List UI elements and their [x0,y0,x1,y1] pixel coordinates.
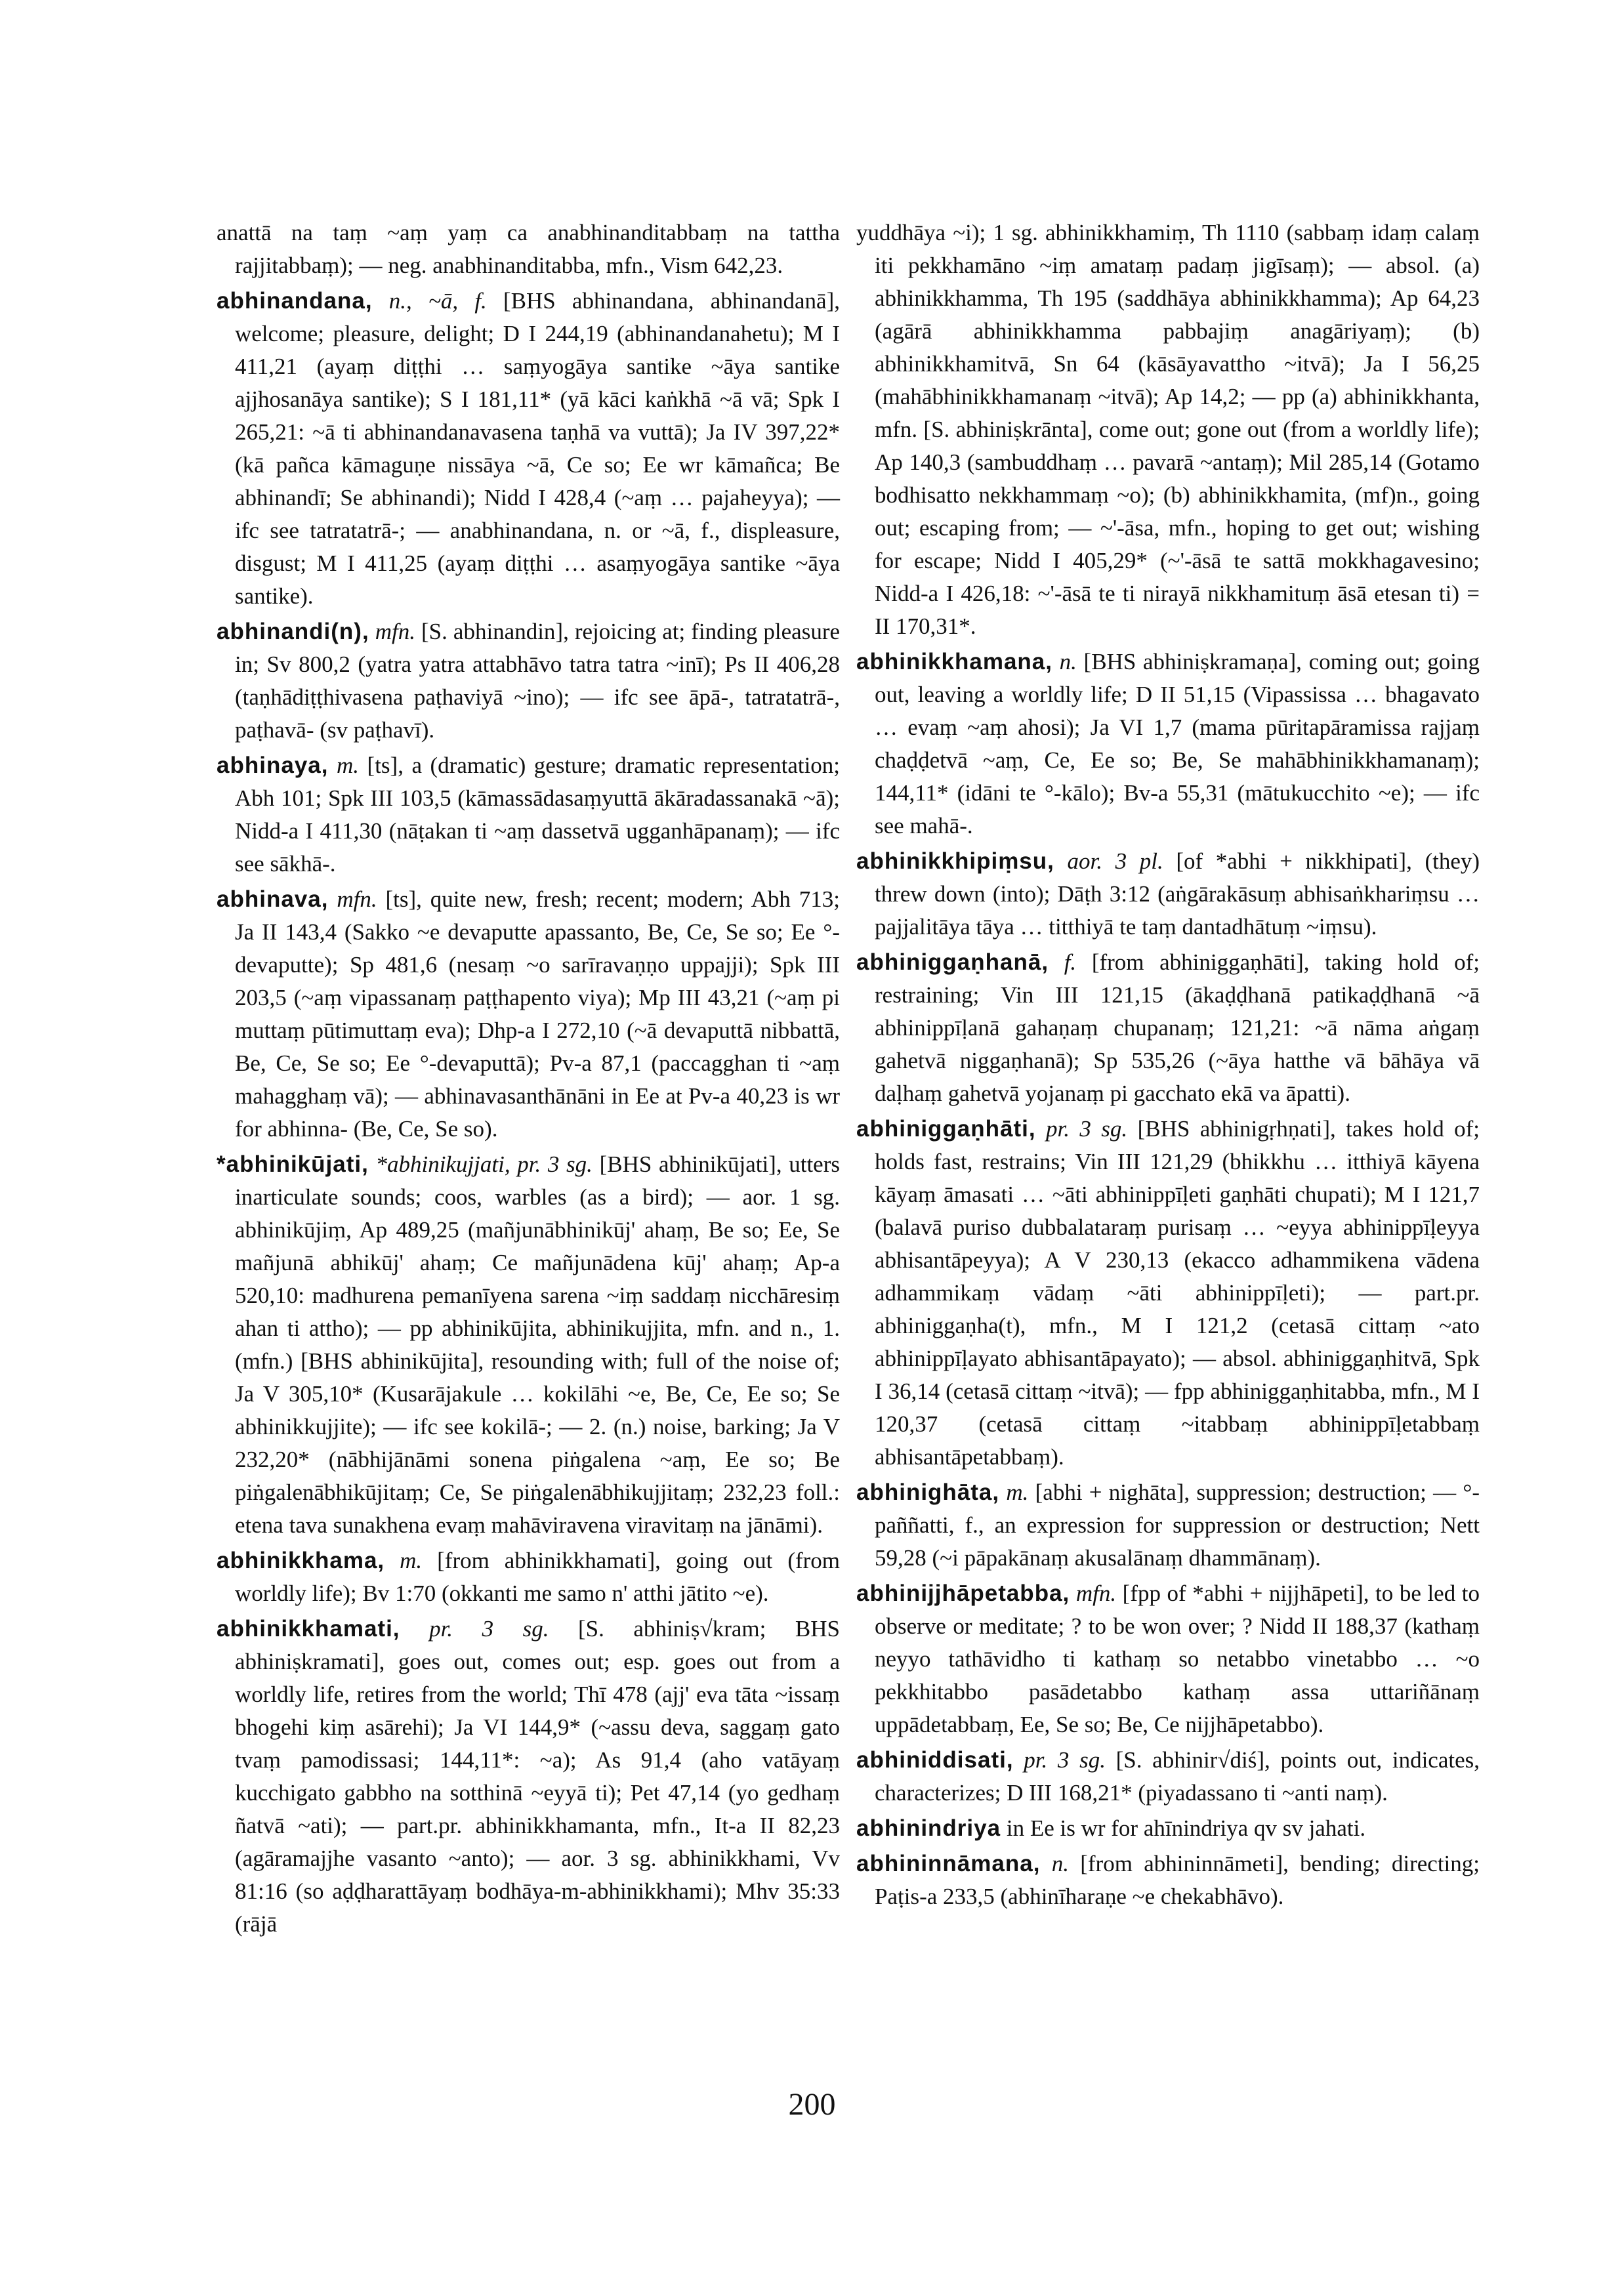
entry-body: [BHS abhiniṣkramaṇa], coming out; going out, leaving a worldly life; D II 51,15 (Vipassissa … bhagavato … evaṃ ~aṃ ahosi); Ja VI 1,7 (mama pūritapāramissa rajjaṃ chaḍḍetvā ~aṃ, Ce, Ee so; Be, Se mahābhinikkhamanaṃ); 144,11* (idāni te °-kālo); Bv-a 55,31 (mātukucchito ~e); — ifc see mahā-. [875,649,1480,838]
entry-headword: abhiniggaṇhāti, [856,1116,1036,1142]
entry-part-of-speech: pr. 3 sg. [1024,1747,1106,1773]
entry-part-of-speech: f. [1064,949,1077,975]
left-column [217,217,840,1943]
dictionary-entry [217,615,840,747]
entry-body: [fpp of *abhi + nijjhāpeti], to be led to observe or meditate; ? to be won over; ? Nidd II 188,37 (kathaṃ neyyo tathāvidho ti kathaṃ so netabbo vinetabbo … ~o pekkhitabbo pasādetabbo kathaṃ assa uttariñānaṃ uppādetabbaṃ, Ee, Se so; Be, Ce nijjhāpetabbo). [875,1581,1480,1737]
dictionary-entry [856,1848,1480,1913]
entry-body: [S. abhinir√diś], points out, indicates, characterizes; D III 168,21* (piyadassano ti ~anti naṃ). [875,1747,1480,1806]
entry-part-of-speech: mfn. [1075,1581,1117,1606]
entry-body: [BHS abhinikūjati], utters inarticulate sounds; coos, warbles (as a bird); — aor. 1 sg. abhinikūjiṃ, Ap 489,25 (mañjunābhinikūj' ahaṃ, Be so; Ee, Se mañjunā abhikūj' ahaṃ; Ce mañjunādena kūj' ahaṃ; Ap-a 520,10: madhurena pemanīyena sarena ~iṃ saddaṃ nicchāresiṃ ahan ti attho); — pp abhinikūjita, abhinikujjita, mfn. and n., 1. (mfn.) [BHS abhinikūjita], resounding with; full of the noise of; Ja V 305,10* (Kusarājakule … kokilāhi ~e, Be, Ce, Ee so; Se abhinikkujjite); — ifc see kokilā-; — 2. (n.) noise, barking; Ja V 232,20* (nābhijānāmi sonena piṅgalena ~aṃ, Ee so; Be piṅgalenābhikūjitaṃ; Ce, Se piṅgalenābhikujjitaṃ; 232,23 foll.: etena tava sunakhena evaṃ mahāviravena viravitaṃ na jānāmi). [235,1151,840,1538]
dictionary-entry [856,1113,1480,1474]
entry-part-of-speech: m. [1006,1479,1029,1505]
entry-body: [ts], quite new, fresh; recent; modern; Abh 713; Ja II 143,4 (Sakko ~e devaputte apassanto, Be, Ce, Se so; Ee °-devaputte); Sp 481,6 (nesaṃ ~o sarīravaṇṇo uppajji); Spk III 203,5 (~aṃ vipassanaṃ paṭṭhapento viya); Mp III 43,21 (~aṃ pi muttaṃ pūtimuttaṃ eva); Dhp-a I 272,10 (~ā devaputtā nibbattā, Be, Ce, Se so; Ee °-devaputtā); Pv-a 87,1 (paccagghan ti ~aṃ mahagghaṃ vā); — abhinavasanthānāni in Ee at Pv-a 40,23 is wr for abhinna- (Be, Ce, Se so). [235,886,840,1142]
entry-body: [S. abhiniṣ√kram; BHS abhiniṣkramati], goes out, comes out; esp. goes out from a worldly life, retires from the world; Thī 478 (ajj' eva tāta ~issaṃ bhogehi kiṃ asārehi); Ja VI 144,9* (~assu deva, saggaṃ gato tvaṃ pamodissasi; 144,11*: ~a); As 91,4 (aho vatāyaṃ kucchigato gabbho na sotthinā ~eyyā ti); Pet 47,14 (yo gedhaṃ ñatvā ~ati); — part.pr. abhinikkhamanta, mfn., It-a II 82,23 (agāramajjhe vasanto ~anto); — aor. 3 sg. abhinikkhami, Vv 81:16 (so aḍḍharattāyaṃ bodhāya-m-abhinikkhami); Mhv 35:33 (rājā [235,1616,840,1937]
entry-body: [from abhinikkhamati], going out (from worldly life); Bv 1:70 (okkanti me samo n' atthi jātito ~e). [235,1548,841,1606]
dictionary-entry [856,1812,1480,1845]
entry-headword: abhininnāmana, [856,1851,1041,1876]
dictionary-entry [856,646,1480,842]
entry-body: yuddhāya ~i); 1 sg. abhinikkhamiṃ, Th 1110 (sabbaṃ idaṃ calaṃ iti pekkhamāno ~iṃ amataṃ padaṃ jigīsaṃ); — absol. (a) abhinikkhamma, Th 195 (saddhāya abhinikkhamma); Ap 64,23 (agārā abhinikkhamma pabbajiṃ anagāriyaṃ); (b) abhinikkhamitvā, Sn 64 (kāsāyavattho ~itvā); Ja I 56,25 (mahābhinikkhamanaṃ ~itvā); Ap 14,2; — pp (a) abhinikkhanta, mfn. [S. abhiniṣkrānta], come out; gone out (from a worldly life); Ap 140,3 (sambuddhaṃ … pavarā ~antaṃ); Mil 285,14 (Gotamo bodhisatto nekkhammaṃ ~o); (b) abhinikkhamita, (mf)n., going out; escaping from; — ~'-āsa, mfn., hoping to get out; wishing for escape; Nidd I 405,29* (~'-āsā te sattā mokkhagavesino; Nidd-a I 426,18: ~'-āsā te ti nirayā nikkhamituṃ āsā etesan ti) = II 170,31*. [856,220,1480,639]
entry-body: in Ee is wr for ahīnindriya qv sv jahati. [1006,1815,1366,1841]
entry-body: [ts], a (dramatic) gesture; dramatic representation; Abh 101; Spk III 103,5 (kāmassādasaṃyuttā ākāradassanakā ~ā); Nidd-a I 411,30 (nāṭakan ti ~aṃ dassetvā ugganhāpanaṃ); — ifc see sākhā-. [235,753,841,877]
right-column [856,217,1480,1916]
dictionary-entry [217,1613,840,1941]
entry-part-of-speech: mfn. [337,886,377,912]
entry-part-of-speech: m. [336,753,360,778]
entry-part-of-speech: pr. 3 sg. [1046,1116,1128,1142]
entry-headword: abhinijjhāpetabba, [856,1581,1070,1606]
dictionary-entry [856,217,1480,643]
entry-body: [of *abhi + nikkhipati], (they) threw down (into); Dāṭh 3:12 (aṅgārakāsuṃ abhisaṅkhariṃsu … pajjalitāya tāya … titthiyā te taṃ dantadhātuṃ ~iṃsu). [875,848,1480,940]
entry-part-of-speech: n., ~ā, f. [388,288,487,314]
entry-body: [abhi + nighāta], suppression; destruction; — °-paññatti, f., an expression for suppression or destruction; Nett 59,28 (~i pāpakānaṃ akusalānaṃ dhammānaṃ). [875,1479,1480,1571]
entry-body: [BHS abhinigṛhṇati], takes hold of; holds fast, restrains; Vin III 121,29 (bhikkhu … itthiyā kāyena kāyaṃ āmasati … ~āti abhinippīḷeti gaṇhāti chupati); M I 121,7 (balavā puriso dubbalataraṃ purisaṃ … ~eyya abhinippīḷeyya abhisantāpeyya); A V 230,13 (ekacco adhammikena vādena adhammikaṃ vādaṃ ~āti abhinippīḷeti); — part.pr. abhiniggaṇha(t), mfn., M I 121,2 (cetasā cittaṃ ~ato abhinippīḷayato abhisantāpayato); — absol. abhiniggaṇhitvā, Spk I 36,14 (cetasā cittaṃ ~itvā); — fpp abhiniggaṇhitabba, mfn., M I 120,37 (cetasā cittaṃ ~itabbaṃ abhinippīḷetabbaṃ abhisantāpetabbaṃ). [875,1116,1480,1470]
entry-headword: abhinandi(n), [217,619,369,644]
entry-body: [BHS abhinandana, abhinandanā], welcome; pleasure, delight; D I 244,19 (abhinandanahetu); M I 411,21 (ayaṃ diṭṭhi … saṃyogāya santike ~āya santike ajjhosanāya santike); S I 181,11* (yā kāci kaṅkhā ~ā vā; Spk I 265,21: ~ā ti abhinandanavasena taṇhā va vuttā); Ja IV 397,22* (kā pañca kāmaguṇe nissāya ~ā, Ce so; Ee wr kāmañca; Be abhinandī; Se abhinandi); Nidd I 428,4 (~aṃ … pajaheyya); — ifc see tatratatrā-; — anabhinandana, n. or ~ā, f., displeasure, disgust; M I 411,25 (ayaṃ diṭṭhi … asaṃyogāya santike ~āya santike). [235,288,840,609]
entry-headword: abhinandana, [217,288,373,314]
entry-headword: abhinikkhamana, [856,649,1052,674]
entry-part-of-speech: mfn. [375,619,415,644]
entry-headword: *abhinikūjati, [217,1151,369,1177]
entry-body: [S. abhinandin], rejoicing at; finding pleasure in; Sv 800,2 (yatra yatra attabhāvo tatra tatra ~inī); Ps II 406,28 (taṇhādiṭṭhivasena paṭhaviyā ~ino); — ifc see āpā-, tatratatrā-, paṭhavā- (sv paṭhavī). [235,619,841,743]
entry-part-of-speech: n. [1059,649,1077,674]
entry-part-of-speech: n. [1051,1851,1069,1876]
entry-part-of-speech: aor. 3 pl. [1067,848,1163,874]
entry-headword: abhiniggaṇhanā, [856,949,1049,975]
dictionary-entry [217,217,840,282]
dictionary-entry [856,1476,1480,1575]
entry-headword: abhinikkhamati, [217,1616,400,1642]
entry-headword: abhinighāta, [856,1479,1000,1505]
entry-part-of-speech: m. [400,1548,423,1573]
entry-body: [from abhiniggaṇhāti], taking hold of; restraining; Vin III 121,15 (ākaḍḍhanā patikaḍḍhanā ~ā abhinippīḷanā gahaṇaṃ chupanaṃ; 121,21: ~ā nāma aṅgaṃ gahetvā niggaṇhanā); Sp 535,26 (~āya hatthe vā bāhāya vā daḷhaṃ gahetvā yojanaṃ pi gacchato ekā va āpatti). [875,949,1480,1106]
entry-headword: abhinaya, [217,753,329,778]
dictionary-entry [217,1148,840,1542]
entry-body: anattā na taṃ ~aṃ yaṃ ca anabhinanditabbaṃ na tattha rajjitabbaṃ); — neg. anabhinanditabba, mfn., Vism 642,23. [217,220,840,278]
dictionary-entry [856,946,1480,1110]
entry-part-of-speech: *abhinikujjati, pr. 3 sg. [375,1151,593,1177]
dictionary-entry [856,845,1480,943]
entry-headword: abhinikkhama, [217,1548,385,1573]
dictionary-entry [856,1744,1480,1809]
dictionary-entry [856,1577,1480,1741]
entry-headword: abhinava, [217,886,329,912]
page-number: 200 [788,2087,836,2122]
entry-headword: abhinindriya [856,1815,1001,1841]
dictionary-entry [217,883,840,1146]
entry-part-of-speech: pr. 3 sg. [429,1616,549,1642]
entry-headword: abhinikkhipiṃsu, [856,848,1054,874]
dictionary-entry [217,285,840,613]
entry-body: [from abhininnāmeti], bending; directing; Paṭis-a 233,5 (abhinīharaṇe ~e chekabhāvo). [875,1851,1480,1909]
dictionary-entry [217,1544,840,1610]
dictionary-entry [217,749,840,880]
entry-headword: abhiniddisati, [856,1747,1014,1773]
